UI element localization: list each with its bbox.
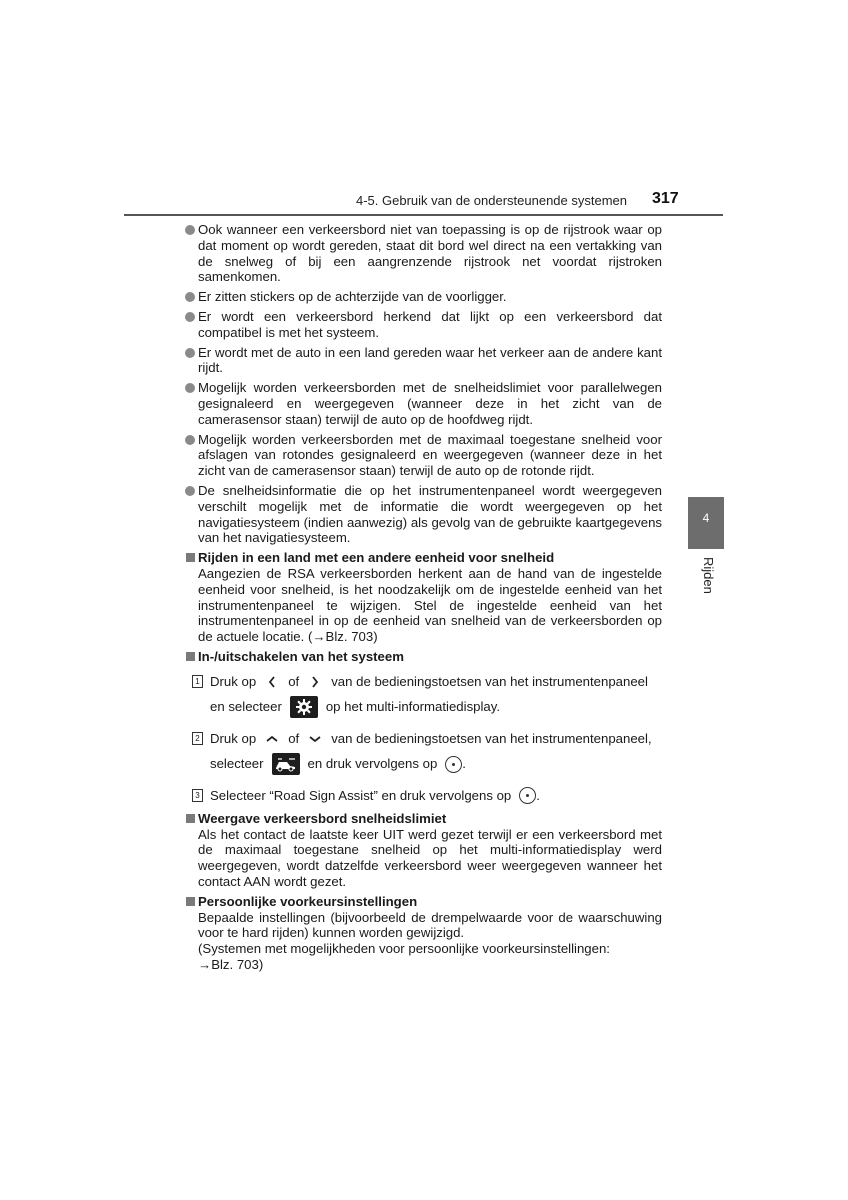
section-heading-display: [185, 811, 662, 827]
step-text: op het multi-informatiedisplay.: [325, 699, 501, 715]
step-number: 3: [192, 789, 203, 802]
bullet-dot-icon: [185, 292, 195, 302]
step-3: [185, 787, 662, 805]
step-text: selecteer: [210, 756, 264, 772]
step-text: .: [536, 787, 540, 803]
driving-assist-car-icon: [272, 753, 300, 775]
bullet-item: [185, 432, 662, 479]
step-text: van de bedieningstoetsen van het instrumentenpaneel: [331, 673, 648, 689]
square-bullet-icon: [186, 553, 195, 562]
page-content: [185, 222, 662, 973]
bullet-text: Er zitten stickers op de achterzijde van de voorligger.: [198, 289, 507, 305]
bullet-item: [185, 222, 662, 285]
bullet-item: [185, 483, 662, 546]
chapter-tab-number: 4: [702, 511, 710, 525]
bullet-text: Er wordt een verkeersbord herkend dat lijkt op een verkeersbord dat compatibel is met het systeem.: [198, 308, 662, 340]
square-bullet-icon: [186, 652, 195, 661]
chevron-left-icon: [264, 674, 280, 690]
square-bullet-icon: [186, 814, 195, 823]
page-reference-link[interactable]: →Blz. 703): [198, 956, 264, 972]
step-number: 1: [192, 675, 203, 688]
section-personal-body: [185, 910, 662, 973]
chevron-right-icon: [307, 674, 323, 690]
bullet-dot-icon: [185, 435, 195, 445]
bullet-dot-icon: [185, 383, 195, 393]
bullet-dot-icon: [185, 486, 195, 496]
section-heading-text: Persoonlijke voorkeursinstellingen: [198, 893, 418, 909]
section-personal-text: (Systemen met mogelijkheden voor persoonlijke voorkeursinstellingen:: [198, 941, 610, 957]
chevron-up-icon: [264, 731, 280, 747]
enter-button-icon: [519, 787, 536, 804]
bullet-item: [185, 380, 662, 427]
bullet-item: [185, 345, 662, 377]
step-text: en druk vervolgens op: [307, 756, 438, 772]
step-text: Selecteer “Road Sign Assist” en druk vervolgens op: [210, 787, 512, 803]
bullet-dot-icon: [185, 348, 195, 358]
section-heading-personal: [185, 894, 662, 910]
step-1: [185, 673, 662, 720]
bullet-item: [185, 289, 662, 305]
section-heading-text: Weergave verkeersbord snelheidslimiet: [198, 810, 447, 826]
section-units-body: Aangezien de RSA verkeersborden herkent aan de hand van de ingestelde eenheid voor snelheid, is het noodzakelijk om de ingestelde eenheid van het instrumentenpaneel te wijzigen. Stel de ingestelde eenheid van het instrumentenpaneel in op de eenheid van snelheid van de verkeersborden op de actuele locatie. (→Blz. 703): [198, 565, 662, 645]
step-text: van de bedieningstoetsen van het instrumentenpaneel,: [331, 730, 652, 746]
step-text: .: [462, 756, 466, 772]
step-number: 2: [192, 732, 203, 745]
section-personal-text: Bepaalde instellingen (bijvoorbeeld de drempelwaarde voor de waarschuwing voor te hard rijden) kunnen worden gewijzigd.: [198, 909, 662, 941]
bullet-text: Er wordt met de auto in een land gereden waar het verkeer aan de andere kant rijdt.: [198, 344, 662, 376]
settings-gear-icon: [290, 696, 318, 718]
section-display-body: Als het contact de laatste keer UIT werd gezet terwijl er een verkeersbord met de maximaal toegestane snelheid op het multi-informatiedisplay werd weergegeven, wordt datzelfde verkeersbord weer weergegeven wanneer het contact AAN wordt gezet.: [198, 826, 662, 889]
header-section-title: 4-5. Gebruik van de ondersteunende systemen: [356, 193, 628, 208]
chapter-tab: [688, 497, 724, 549]
step-text: Druk op: [210, 730, 257, 746]
section-heading-onoff: [185, 649, 662, 665]
step-text: of: [288, 730, 300, 746]
step-text: en selecteer: [210, 699, 282, 715]
chevron-down-icon: [307, 731, 323, 747]
section-heading-text: Rijden in een land met een andere eenheid voor snelheid: [198, 550, 555, 566]
bullet-text: Ook wanneer een verkeersbord niet van toepassing is op de rijstrook waar op dat moment op wordt gereden, staat dit bord wel direct na een vertakking van de snelweg of bij een aangrenzende rijstrook net voordat rijstroken samenkomen.: [198, 222, 662, 285]
chapter-tab-label: Rijden: [701, 557, 716, 594]
bullet-text: Mogelijk worden verkeersborden met de snelheidslimiet voor parallelwegen gesignaleerd en weergegeven (wanneer deze in het zicht van de camerasensor staan) terwijl de auto op de hoofdweg rijdt.: [198, 380, 662, 427]
section-heading-text: In-/uitschakelen van het systeem: [198, 648, 404, 664]
enter-button-icon: [445, 756, 462, 773]
step-text: Druk op: [210, 673, 257, 689]
bullet-text: Mogelijk worden verkeersborden met de maximaal toegestane snelheid voor afslagen van rotondes gesignaleerd en weergegeven (wanneer deze in het zicht van de camerasensor staan) terwijl de auto op de rotonde rijdt.: [198, 431, 662, 479]
step-2: [185, 730, 662, 777]
square-bullet-icon: [186, 897, 195, 906]
header-rule: [124, 214, 723, 216]
step-text: of: [288, 673, 300, 689]
bullet-dot-icon: [185, 225, 195, 235]
page-number: 317: [652, 190, 679, 207]
bullet-item: [185, 309, 662, 341]
bullet-dot-icon: [185, 312, 195, 322]
bullet-text: De snelheidsinformatie die op het instrumentenpaneel wordt weergegeven verschilt mogelijk met de informatie die wordt weergegeven op het navigatiesysteem (indien aanwezig) als gevolg van de gebruikte kaartgegevens van het navigatiesysteem.: [198, 482, 662, 546]
section-heading-units: [185, 550, 662, 566]
